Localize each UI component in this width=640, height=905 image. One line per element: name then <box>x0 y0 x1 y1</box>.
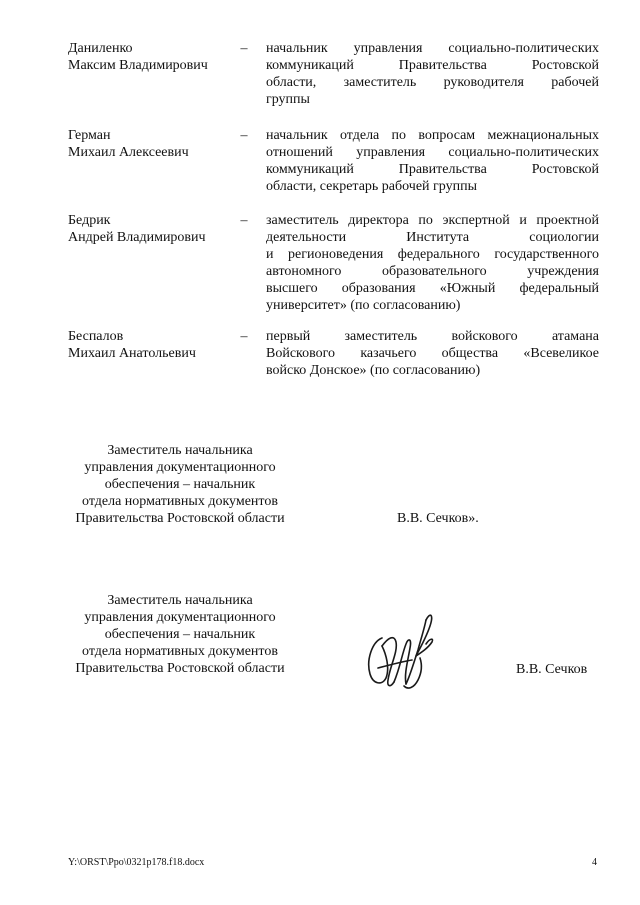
member-name <box>68 328 238 362</box>
member-name <box>68 127 238 161</box>
member-surname: Беспалов <box>68 329 124 344</box>
member-given-names: Максим Владимирович <box>68 58 208 73</box>
member-dash: – <box>240 213 248 228</box>
member-name <box>68 40 238 74</box>
closing-signature-position <box>60 442 300 527</box>
role-line: первый заместитель войскового атамана <box>266 329 599 344</box>
footer-page-number: 4 <box>592 857 597 868</box>
role-line: начальник управления социально-политических <box>266 41 599 56</box>
member-entry <box>68 127 598 197</box>
role-line: автономного образовательного учреждения <box>266 264 599 279</box>
role-line: университет» (по согласованию) <box>266 298 461 313</box>
member-dash: – <box>240 329 248 344</box>
role-line: высшего образования «Южный федеральный <box>266 281 599 296</box>
member-given-names: Михаил Анатольевич <box>68 346 196 361</box>
role-line: начальник отдела по вопросам межнациональных <box>266 128 599 143</box>
member-role <box>266 212 599 314</box>
member-role <box>266 328 599 379</box>
role-line: группы <box>266 92 310 107</box>
position-line: Заместитель начальника <box>107 443 253 458</box>
role-line: деятельности Института социологии <box>266 230 599 245</box>
role-line: области, секретарь рабочей группы <box>266 179 477 194</box>
position-line: Правительства Ростовской области <box>75 661 285 676</box>
final-signature-position <box>60 592 300 677</box>
role-line: коммуникаций Правительства Ростовской <box>266 162 599 177</box>
member-dash: – <box>240 41 248 56</box>
member-role <box>266 40 599 108</box>
position-line: управления документационного <box>84 460 276 475</box>
position-line: обеспечения – начальник <box>104 627 256 642</box>
closing-signer-name: В.В. Сечков». <box>397 511 479 526</box>
member-role <box>266 127 599 195</box>
member-entry <box>68 328 598 382</box>
role-line: области, заместитель руководителя рабочей <box>266 75 599 90</box>
role-line: войско Донское» (по согласованию) <box>266 363 481 378</box>
handwritten-signature <box>360 608 438 692</box>
role-line: коммуникаций Правительства Ростовской <box>266 58 599 73</box>
footer-file-path: Y:\ORST\Ppo\0321p178.f18.docx <box>68 857 205 868</box>
member-entry <box>68 212 598 316</box>
member-entry <box>68 40 598 110</box>
position-line: Заместитель начальника <box>107 593 253 608</box>
member-given-names: Андрей Владимирович <box>68 230 206 245</box>
member-surname: Даниленко <box>68 41 133 56</box>
role-line: Войскового казачьего общества «Всевеликое <box>266 346 599 361</box>
member-dash: – <box>240 128 248 143</box>
signature-strokes <box>369 615 433 688</box>
member-given-names: Михаил Алексеевич <box>68 145 189 160</box>
member-surname: Бедрик <box>68 213 111 228</box>
role-line: заместитель директора по экспертной и проектной <box>266 213 599 228</box>
position-line: отдела нормативных документов <box>82 644 278 659</box>
final-signer-name: В.В. Сечков <box>516 662 588 677</box>
member-surname: Герман <box>68 128 111 143</box>
role-line: и регионоведения федерального государственного <box>266 247 599 262</box>
position-line: отдела нормативных документов <box>82 494 278 509</box>
role-line: отношений управления социально-политических <box>266 145 599 160</box>
position-line: управления документационного <box>84 610 276 625</box>
position-line: Правительства Ростовской области <box>75 511 285 526</box>
position-line: обеспечения – начальник <box>104 477 256 492</box>
member-name <box>68 212 238 246</box>
